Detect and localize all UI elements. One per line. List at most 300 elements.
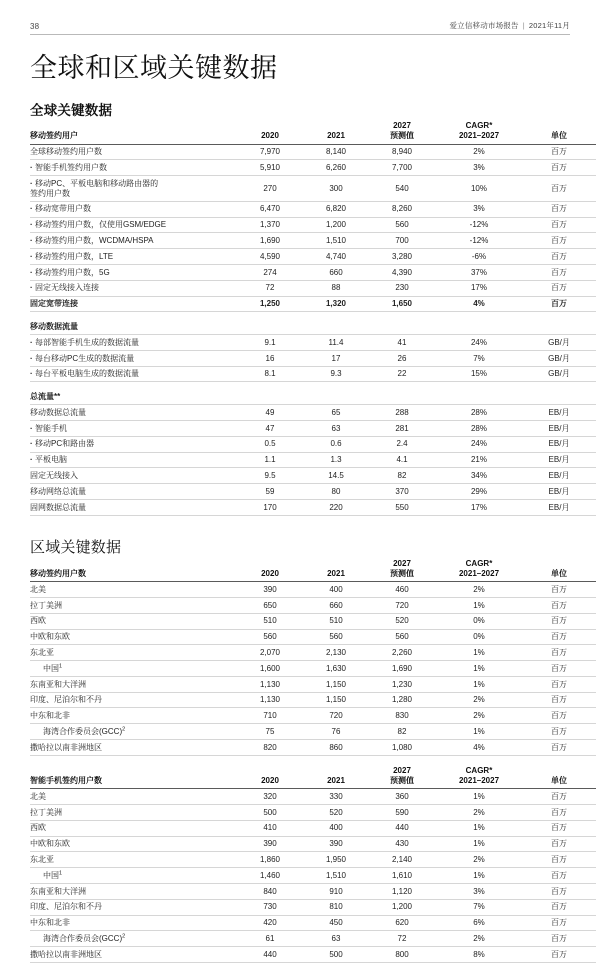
value-cagr: 3% xyxy=(436,160,524,176)
value-2027-forecast: 4.1 xyxy=(370,452,436,468)
value-2020: 6,470 xyxy=(238,201,304,217)
footnote-marker: 1 xyxy=(59,870,63,877)
value-2021: 76 xyxy=(304,724,370,740)
value-cagr: -6% xyxy=(436,249,524,265)
value-2021: 510 xyxy=(304,613,370,629)
value-cagr: 17% xyxy=(436,499,524,515)
value-2020: 170 xyxy=(238,499,304,515)
value-2027-forecast: 1,280 xyxy=(370,692,436,708)
value-2020: 59 xyxy=(238,484,304,500)
value-unit: GB/月 xyxy=(524,366,596,382)
value-2020: 710 xyxy=(238,708,304,724)
value-2021: 9.3 xyxy=(304,366,370,382)
group-subheader-row xyxy=(30,389,596,404)
value-2021: 300 xyxy=(304,176,370,202)
row-label: 中欧和东欧 xyxy=(30,632,70,642)
table-row xyxy=(30,201,596,217)
value-2027-forecast: 1,690 xyxy=(370,661,436,677)
row-label-cell xyxy=(30,676,238,692)
value-2027-forecast: 1,120 xyxy=(370,884,436,900)
row-label: 西欧 xyxy=(30,616,46,626)
row-label-cell xyxy=(30,915,238,931)
value-cagr: 1% xyxy=(436,820,524,836)
footnote-marker: 2 xyxy=(122,726,126,733)
row-label-cell xyxy=(30,661,238,677)
value-2027-forecast: 560 xyxy=(370,217,436,233)
row-label: 智能手机签约用户数 xyxy=(35,162,107,172)
table-header-row xyxy=(30,559,596,582)
value-cagr: 2% xyxy=(436,144,524,160)
value-unit: 百万 xyxy=(524,884,596,900)
table-row xyxy=(30,884,596,900)
row-label-cell xyxy=(30,499,238,515)
value-2021: 400 xyxy=(304,582,370,598)
row-label: 移动宽带用户数 xyxy=(35,204,91,214)
value-2027-forecast: 2.4 xyxy=(370,436,436,452)
value-2020: 1,600 xyxy=(238,661,304,677)
report-title: 爱立信移动市场报告 xyxy=(449,21,519,30)
group-subheader-spacer xyxy=(238,319,304,334)
column-header-2020: 2020 xyxy=(238,121,304,144)
value-2020: 61 xyxy=(238,931,304,947)
value-2027-forecast: 550 xyxy=(370,499,436,515)
table-row xyxy=(30,350,596,366)
value-2020: 9.1 xyxy=(238,335,304,351)
value-cagr: 2% xyxy=(436,852,524,868)
value-cagr: 0% xyxy=(436,629,524,645)
value-2027-forecast: 520 xyxy=(370,613,436,629)
value-cagr: 1% xyxy=(436,836,524,852)
value-unit: 百万 xyxy=(524,931,596,947)
value-2021: 400 xyxy=(304,820,370,836)
row-label: 智能手机 xyxy=(35,423,67,433)
row-label-cell xyxy=(30,789,238,805)
value-cagr: 1% xyxy=(436,724,524,740)
value-2020: 840 xyxy=(238,884,304,900)
value-cagr: 1% xyxy=(436,789,524,805)
row-label-cell xyxy=(30,144,238,160)
value-2027-forecast: 800 xyxy=(370,947,436,963)
value-2021: 1,320 xyxy=(304,296,370,312)
table-row xyxy=(30,176,596,202)
value-unit: 百万 xyxy=(524,582,596,598)
row-label-cell xyxy=(30,296,238,312)
row-label: 固定无线接入 xyxy=(30,470,78,480)
value-2020: 320 xyxy=(238,789,304,805)
value-unit: EB/月 xyxy=(524,405,596,421)
table-row xyxy=(30,484,596,500)
value-2027-forecast: 2,140 xyxy=(370,852,436,868)
row-label-cell xyxy=(30,265,238,281)
runhead-separator: | xyxy=(522,21,525,30)
table-row xyxy=(30,820,596,836)
column-header-2020: 2020 xyxy=(238,766,304,789)
value-2027-forecast: 2,260 xyxy=(370,645,436,661)
value-2021: 1,150 xyxy=(304,692,370,708)
row-label: 移动签约用户数，5G xyxy=(35,267,110,277)
value-2021: 0.6 xyxy=(304,436,370,452)
table-row xyxy=(30,366,596,382)
column-header-2021: 2021 xyxy=(304,766,370,789)
row-label-cell xyxy=(30,899,238,915)
column-header-forecast: 2027 预测值 xyxy=(370,121,436,144)
value-unit: 百万 xyxy=(524,280,596,296)
value-2021: 220 xyxy=(304,499,370,515)
row-label: 移动PC、平板电脑和移动路由器的 签约用户数 xyxy=(30,178,159,198)
row-label-cell xyxy=(30,233,238,249)
row-label-cell xyxy=(30,335,238,351)
value-2027-forecast: 370 xyxy=(370,484,436,500)
row-label: 撒哈拉以南非洲地区 xyxy=(30,742,102,752)
row-label: 移动签约用户数，LTE xyxy=(35,251,114,261)
table-row xyxy=(30,899,596,915)
value-unit: 百万 xyxy=(524,676,596,692)
page-number: 38 xyxy=(30,22,40,31)
value-cagr: 2% xyxy=(436,805,524,821)
value-cagr: -12% xyxy=(436,233,524,249)
value-2021: 390 xyxy=(304,836,370,852)
value-2020: 440 xyxy=(238,947,304,963)
row-label: 全球移动签约用户数 xyxy=(30,147,102,157)
value-unit: 百万 xyxy=(524,915,596,931)
global-key-data-table xyxy=(30,121,596,516)
row-label: 海湾合作委员会(GCC) xyxy=(43,726,123,736)
row-label: 中东和北非 xyxy=(30,918,70,928)
value-2020: 2,070 xyxy=(238,645,304,661)
value-unit: 百万 xyxy=(524,820,596,836)
row-label-cell xyxy=(30,740,238,756)
value-2021: 6,820 xyxy=(304,201,370,217)
value-unit: 百万 xyxy=(524,805,596,821)
value-2027-forecast: 8,940 xyxy=(370,144,436,160)
value-2027-forecast: 620 xyxy=(370,915,436,931)
value-2021: 810 xyxy=(304,899,370,915)
value-2021: 4,740 xyxy=(304,249,370,265)
value-2020: 650 xyxy=(238,598,304,614)
value-2020: 1,130 xyxy=(238,676,304,692)
table-row xyxy=(30,265,596,281)
row-label-cell xyxy=(30,405,238,421)
value-2021: 1,510 xyxy=(304,868,370,884)
value-2020: 0.5 xyxy=(238,436,304,452)
table-row xyxy=(30,852,596,868)
value-2020: 500 xyxy=(238,805,304,821)
value-2027-forecast: 41 xyxy=(370,335,436,351)
table-row xyxy=(30,405,596,421)
row-label: 移动PC和路由器 xyxy=(35,439,95,449)
value-cagr: 1% xyxy=(436,661,524,677)
global-key-data-tables xyxy=(30,121,570,516)
value-2027-forecast: 1,610 xyxy=(370,868,436,884)
table-row xyxy=(30,452,596,468)
value-2020: 72 xyxy=(238,280,304,296)
footnote-marker: 1 xyxy=(59,663,63,670)
row-label-cell xyxy=(30,160,238,176)
value-cagr: 2% xyxy=(436,931,524,947)
table-row xyxy=(30,805,596,821)
value-2027-forecast: 3,280 xyxy=(370,249,436,265)
value-2027-forecast: 560 xyxy=(370,629,436,645)
row-label: 北美 xyxy=(30,584,46,594)
table-row xyxy=(30,868,596,884)
table-row xyxy=(30,661,596,677)
value-2027-forecast: 430 xyxy=(370,836,436,852)
table-row xyxy=(30,468,596,484)
value-2020: 410 xyxy=(238,820,304,836)
value-2021: 1,200 xyxy=(304,217,370,233)
value-2021: 1.3 xyxy=(304,452,370,468)
value-unit: 百万 xyxy=(524,629,596,645)
issue-date: 2021年11月 xyxy=(528,21,570,30)
value-2020: 9.5 xyxy=(238,468,304,484)
row-label-cell xyxy=(30,468,238,484)
value-unit: 百万 xyxy=(524,645,596,661)
row-label: 每部智能手机生成的数据流量 xyxy=(35,337,139,347)
value-cagr: 4% xyxy=(436,740,524,756)
table-row xyxy=(30,836,596,852)
value-unit: EB/月 xyxy=(524,499,596,515)
table-row xyxy=(30,335,596,351)
column-header-2021: 2021 xyxy=(304,559,370,582)
column-header-label: 智能手机签约用户数 xyxy=(30,766,238,789)
value-cagr: 17% xyxy=(436,280,524,296)
value-unit: EB/月 xyxy=(524,484,596,500)
row-label: 固定宽带连接 xyxy=(30,299,78,309)
value-cagr: 2% xyxy=(436,708,524,724)
row-label-cell xyxy=(30,805,238,821)
row-label-cell xyxy=(30,836,238,852)
value-cagr: 28% xyxy=(436,421,524,437)
row-label-cell xyxy=(30,249,238,265)
value-2027-forecast: 1,650 xyxy=(370,296,436,312)
value-2020: 560 xyxy=(238,629,304,645)
value-cagr: 24% xyxy=(436,436,524,452)
group-subheader-spacer xyxy=(524,389,596,404)
value-2027-forecast: 230 xyxy=(370,280,436,296)
value-2021: 450 xyxy=(304,915,370,931)
column-header-2020: 2020 xyxy=(238,559,304,582)
value-2020: 5,910 xyxy=(238,160,304,176)
value-cagr: 2% xyxy=(436,692,524,708)
value-2020: 1,860 xyxy=(238,852,304,868)
value-2027-forecast: 72 xyxy=(370,931,436,947)
column-header-label: 移动签约用户 xyxy=(30,121,238,144)
value-2021: 63 xyxy=(304,421,370,437)
column-header-forecast: 2027 预测值 xyxy=(370,559,436,582)
value-2021: 500 xyxy=(304,947,370,963)
table-row xyxy=(30,947,596,963)
value-cagr: 1% xyxy=(436,868,524,884)
value-2020: 4,590 xyxy=(238,249,304,265)
row-label: 固网数据总流量 xyxy=(30,502,86,512)
running-head-right xyxy=(449,20,570,31)
row-label-cell xyxy=(30,436,238,452)
row-label: 中东和北非 xyxy=(30,711,70,721)
row-label-cell xyxy=(30,366,238,382)
value-2027-forecast: 460 xyxy=(370,582,436,598)
value-2020: 1,460 xyxy=(238,868,304,884)
value-2020: 510 xyxy=(238,613,304,629)
value-cagr: 21% xyxy=(436,452,524,468)
value-2027-forecast: 440 xyxy=(370,820,436,836)
value-2020: 1.1 xyxy=(238,452,304,468)
value-unit: 百万 xyxy=(524,947,596,963)
value-2020: 730 xyxy=(238,899,304,915)
value-2021: 1,630 xyxy=(304,661,370,677)
table-row xyxy=(30,280,596,296)
value-unit: 百万 xyxy=(524,899,596,915)
row-label: 中欧和东欧 xyxy=(30,839,70,849)
value-2027-forecast: 82 xyxy=(370,724,436,740)
value-2021: 1,510 xyxy=(304,233,370,249)
table-row xyxy=(30,931,596,947)
value-cagr: 0% xyxy=(436,613,524,629)
value-unit: 百万 xyxy=(524,789,596,805)
value-unit: 百万 xyxy=(524,613,596,629)
table-row xyxy=(30,740,596,756)
value-2027-forecast: 4,390 xyxy=(370,265,436,281)
column-header-cagr: CAGR* 2021–2027 xyxy=(436,766,524,789)
value-cagr: 7% xyxy=(436,899,524,915)
value-2027-forecast: 720 xyxy=(370,598,436,614)
value-unit: 百万 xyxy=(524,176,596,202)
section-heading-global: 全球关键数据 xyxy=(30,103,113,119)
row-label-cell xyxy=(30,868,238,884)
table-header-row xyxy=(30,766,596,789)
row-label: 每台平板电脑生成的数据流量 xyxy=(35,369,139,379)
value-2021: 720 xyxy=(304,708,370,724)
value-2021: 860 xyxy=(304,740,370,756)
value-2021: 2,130 xyxy=(304,645,370,661)
row-label: 平板电脑 xyxy=(35,455,67,465)
value-2021: 660 xyxy=(304,598,370,614)
table-row xyxy=(30,629,596,645)
value-cagr: 34% xyxy=(436,468,524,484)
row-label: 中国 xyxy=(43,663,59,673)
value-cagr: -12% xyxy=(436,217,524,233)
value-2027-forecast: 1,080 xyxy=(370,740,436,756)
value-2020: 1,130 xyxy=(238,692,304,708)
value-unit: 百万 xyxy=(524,160,596,176)
value-unit: 百万 xyxy=(524,249,596,265)
value-unit: GB/月 xyxy=(524,350,596,366)
value-unit: 百万 xyxy=(524,233,596,249)
group-subheader-label: 移动数据流量 xyxy=(30,319,238,334)
value-2027-forecast: 830 xyxy=(370,708,436,724)
value-2021: 1,150 xyxy=(304,676,370,692)
value-cagr: 1% xyxy=(436,676,524,692)
value-unit: GB/月 xyxy=(524,335,596,351)
row-label: 移动网络总流量 xyxy=(30,486,86,496)
group-subheader-spacer xyxy=(524,319,596,334)
value-2021: 88 xyxy=(304,280,370,296)
value-cagr: 28% xyxy=(436,405,524,421)
table-row xyxy=(30,217,596,233)
value-2027-forecast: 700 xyxy=(370,233,436,249)
value-cagr: 2% xyxy=(436,582,524,598)
page-title: 全球和区域关键数据 xyxy=(30,53,278,83)
value-2020: 390 xyxy=(238,582,304,598)
table-gap xyxy=(30,756,570,766)
row-label: 移动签约用户数，仅使用GSM/EDGE xyxy=(35,220,167,230)
value-2027-forecast: 7,700 xyxy=(370,160,436,176)
group-subheader-spacer xyxy=(304,389,370,404)
table-row xyxy=(30,582,596,598)
value-2021: 11.4 xyxy=(304,335,370,351)
value-cagr: 1% xyxy=(436,645,524,661)
row-label-cell xyxy=(30,708,238,724)
table-row xyxy=(30,296,596,312)
row-label: 印度、尼泊尔和不丹 xyxy=(30,902,102,912)
value-2027-forecast: 22 xyxy=(370,366,436,382)
value-cagr: 15% xyxy=(436,366,524,382)
row-label: 西欧 xyxy=(30,823,46,833)
value-2027-forecast: 26 xyxy=(370,350,436,366)
group-subheader-spacer xyxy=(436,389,524,404)
group-subheader-row xyxy=(30,319,596,334)
value-2020: 1,370 xyxy=(238,217,304,233)
row-label: 东北亚 xyxy=(30,855,54,865)
value-2021: 63 xyxy=(304,931,370,947)
row-label-cell xyxy=(30,350,238,366)
column-header-2021: 2021 xyxy=(304,121,370,144)
row-label-cell xyxy=(30,452,238,468)
row-label-cell xyxy=(30,201,238,217)
row-label-cell xyxy=(30,724,238,740)
row-label-cell xyxy=(30,598,238,614)
value-2020: 1,250 xyxy=(238,296,304,312)
value-cagr: 3% xyxy=(436,884,524,900)
value-cagr: 7% xyxy=(436,350,524,366)
table-row xyxy=(30,645,596,661)
regional-key-data-tables xyxy=(30,559,570,963)
regional-smartphone-subscriptions-table xyxy=(30,766,596,963)
row-label-cell xyxy=(30,884,238,900)
value-cagr: 6% xyxy=(436,915,524,931)
value-2021: 6,260 xyxy=(304,160,370,176)
value-2020: 1,690 xyxy=(238,233,304,249)
row-label: 海湾合作委员会(GCC) xyxy=(43,933,123,943)
value-2027-forecast: 281 xyxy=(370,421,436,437)
value-2020: 270 xyxy=(238,176,304,202)
row-label-cell xyxy=(30,484,238,500)
value-2021: 660 xyxy=(304,265,370,281)
value-unit: 百万 xyxy=(524,296,596,312)
value-2020: 16 xyxy=(238,350,304,366)
row-label: 拉丁美洲 xyxy=(30,807,62,817)
table-row xyxy=(30,789,596,805)
value-cagr: 4% xyxy=(436,296,524,312)
row-label-cell xyxy=(30,582,238,598)
value-unit: EB/月 xyxy=(524,468,596,484)
table-row xyxy=(30,421,596,437)
value-unit: 百万 xyxy=(524,217,596,233)
value-2021: 65 xyxy=(304,405,370,421)
value-2021: 330 xyxy=(304,789,370,805)
value-2027-forecast: 8,260 xyxy=(370,201,436,217)
row-label-cell xyxy=(30,692,238,708)
value-unit: 百万 xyxy=(524,724,596,740)
value-cagr: 29% xyxy=(436,484,524,500)
value-2020: 274 xyxy=(238,265,304,281)
value-cagr: 37% xyxy=(436,265,524,281)
spacer-row xyxy=(30,312,596,320)
value-unit: 百万 xyxy=(524,836,596,852)
row-label-cell xyxy=(30,629,238,645)
row-label: 撒哈拉以南非洲地区 xyxy=(30,949,102,959)
table-row xyxy=(30,598,596,614)
group-subheader-spacer xyxy=(370,319,436,334)
